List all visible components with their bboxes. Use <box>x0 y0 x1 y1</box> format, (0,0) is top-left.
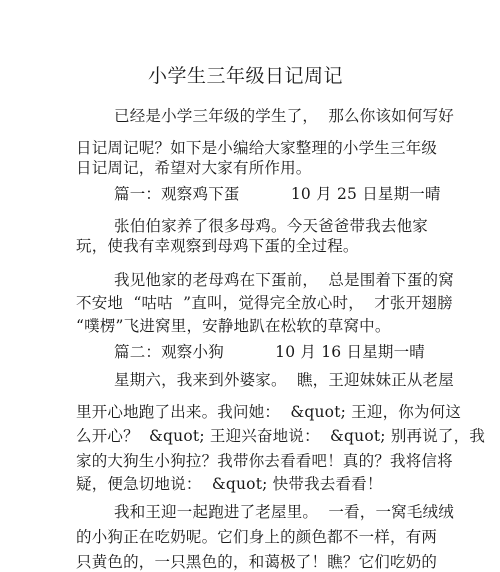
paragraph-line: 我见他家的老母鸡在下蛋前， 总是围着下蛋的窝 <box>114 271 454 289</box>
paragraph-line: 家的大狗生小狗拉？我带你去看看吧！真的？我将信将 <box>76 452 453 470</box>
paragraph-line: 日记周记，希望对大家有所作用。 <box>76 159 312 177</box>
paragraph-line: 已经是小学三年级的学生了， 那么你该如何写好 <box>114 107 454 125</box>
paragraph-line: “噗楞”飞进窝里，安静地趴在松软的草窝中。 <box>76 317 391 335</box>
paragraph-line: 玩，使我有幸观察到母鸡下蛋的全过程。 <box>76 237 359 255</box>
paragraph-line: 星期六，我来到外婆家。 瞧，王迎妹妹正从老屋 <box>114 371 454 389</box>
document-title: 小学生三年级日记周记 <box>148 65 344 87</box>
section-heading: 篇一：观察鸡下蛋 10 月 25 日星期一晴 <box>114 185 441 203</box>
paragraph-line: 么开心？ &quot; 王迎兴奋地说： &quot; 别再说了，我 <box>76 427 486 445</box>
paragraph-line: 我和王迎一起跑进了老屋里。 一看，一窝毛绒绒 <box>114 503 454 521</box>
paragraph-line: 只黄色的，一只黑色的，和蔼极了！瞧？它们吃奶的 <box>76 553 438 571</box>
paragraph-line: 张伯伯家养了很多母鸡。今天爸爸带我去他家 <box>114 217 429 235</box>
paragraph-line: 日记周记呢？如下是小编给大家整理的小学生三年级 <box>76 139 438 157</box>
paragraph-line: 疑，便急切地说： &quot; 快带我去看看！ <box>76 475 383 493</box>
paragraph-line: 的小狗正在吃奶呢。它们身上的颜色都不一样，有两 <box>76 528 438 546</box>
paragraph-line: 里开心地跑了出来。我问她： &quot; 王迎，你为何这 <box>76 403 462 421</box>
section-heading: 篇二：观察小狗 10 月 16 日星期一晴 <box>114 343 425 361</box>
paragraph-line: 不安地 “咕咕 ”直叫，觉得完全放心时， 才张开翅膀 <box>76 294 453 312</box>
